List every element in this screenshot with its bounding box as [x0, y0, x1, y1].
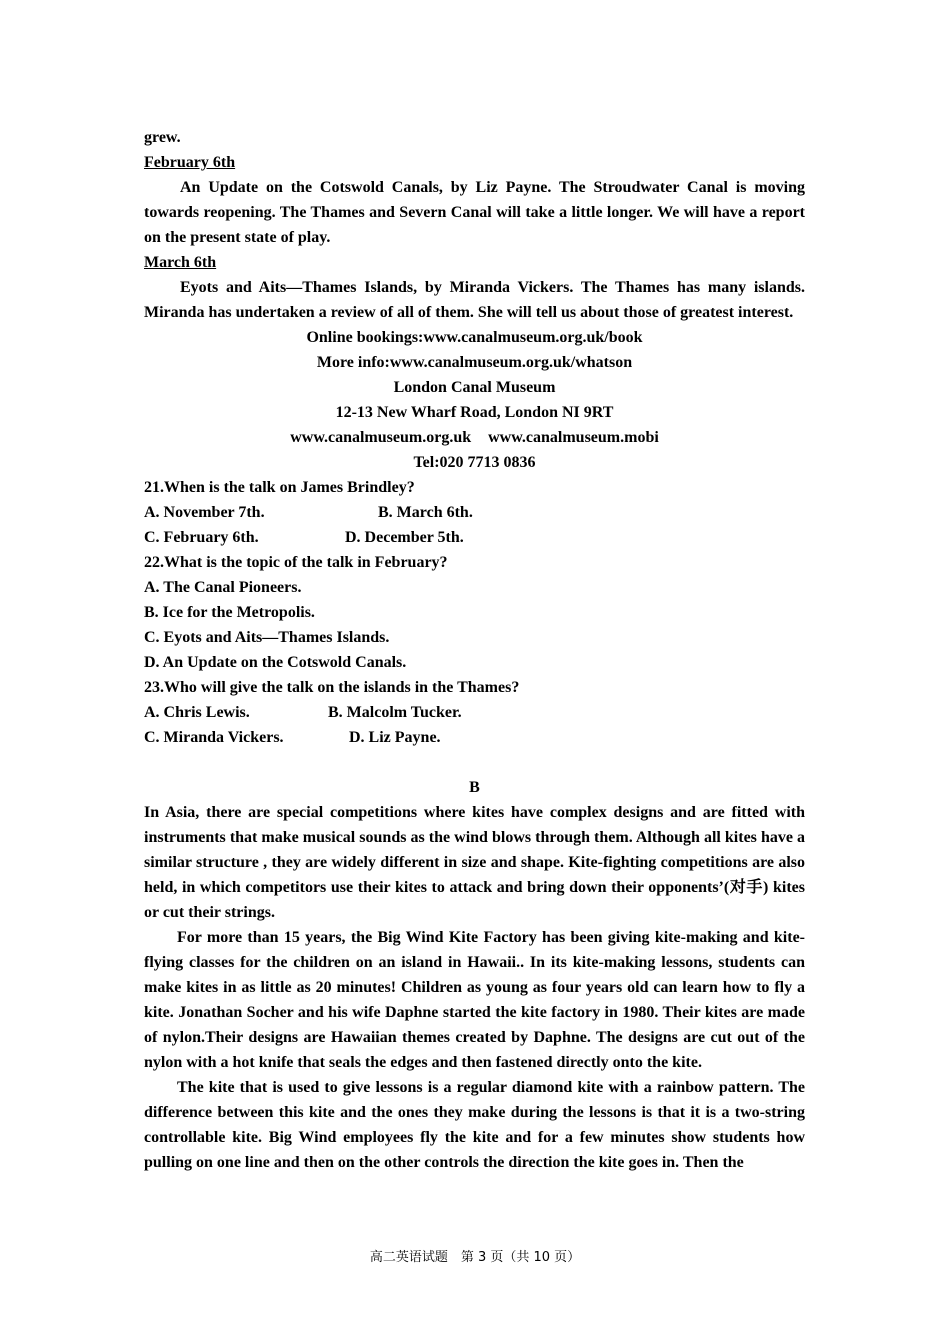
museum-address: 12-13 New Wharf Road, London NI 9RT [335, 404, 614, 421]
option-21a: A. November 7th. [144, 504, 265, 521]
question-21-options-ab [144, 500, 805, 525]
section-b-paragraph-3: The kite that is used to give lessons is a regular diamond kite with a rainbow pattern. The difference between this kite and the ones they make during the lessons is that it is a two-string controllable kite. Big Wind employees fly the kite and for a few minutes show students how pulling on one line and then on the other controls the direction the kite goes in. Then the [144, 1079, 805, 1171]
page-footer: 高二英语试题 第 3 页（共 10 页） [369, 1250, 581, 1265]
option-21c: C. February 6th. [144, 529, 259, 546]
option-22a: A. The Canal Pioneers. [144, 579, 302, 596]
february-heading: February 6th [144, 154, 236, 171]
more-info: More info:www.canalmuseum.org.uk/whatson [316, 354, 633, 371]
option-21d: D. December 5th. [345, 529, 464, 546]
question-23: 23.Who will give the talk on the islands in the Thames? [144, 679, 520, 696]
question-23-options-ab [144, 700, 805, 725]
continuation-text: grew. [144, 129, 181, 146]
museum-name: London Canal Museum [393, 379, 556, 396]
website-mobi: www.canalmuseum.mobi [488, 429, 659, 446]
website-org: www.canalmuseum.org.uk [290, 429, 472, 446]
section-b-heading: B [469, 779, 480, 796]
document-page [144, 125, 805, 1175]
march-heading: March 6th [144, 254, 217, 271]
question-21: 21.When is the talk on James Brindley? [144, 479, 415, 496]
spacer [144, 750, 805, 775]
section-b-paragraph-1: In Asia, there are special competitions where kites have complex designs and are fitted with instruments that make musical sounds as the wind blows through them. Although all kites have a similar structure , they are widely different in size and shape. Kite-fighting competitions are also held, in which competitors use their kites to attack and bring down their opponents’(对手) kites or cut their strings. [144, 804, 805, 921]
question-21-options-cd [144, 525, 805, 550]
online-bookings: Online bookings:www.canalmuseum.org.uk/book [306, 329, 643, 346]
question-22: 22.What is the topic of the talk in February? [144, 554, 448, 571]
option-23a: A. Chris Lewis. [144, 704, 250, 721]
option-23c: C. Miranda Vickers. [144, 729, 284, 746]
option-22c: C. Eyots and Aits—Thames Islands. [144, 629, 390, 646]
march-talk-paragraph: Eyots and Aits—Thames Islands, by Miranda Vickers. The Thames has many islands. Miranda has undertaken a review of all of them. She will tell us about those of greatest interest. [144, 279, 805, 321]
question-23-options-cd [144, 725, 805, 750]
option-23d: D. Liz Payne. [349, 729, 441, 746]
option-23b: B. Malcolm Tucker. [328, 704, 462, 721]
section-b-paragraph-2: For more than 15 years, the Big Wind Kite Factory has been giving kite-making and kite-flying classes for the children on an island in Hawaii.. In its kite-making lessons, students can make kites in as little as 20 minutes! Children as young as four years old can learn how to fly a kite. Jonathan Socher and his wife Daphne started the kite factory in 1980. Their kites are made of nylon.Their designs are Hawaiian themes created by Daphne. The designs are cut out of the nylon with a hot knife that seals the edges and then fastened directly onto the kite. [144, 929, 805, 1071]
option-21b: B. March 6th. [378, 504, 473, 521]
option-22d: D. An Update on the Cotswold Canals. [144, 654, 407, 671]
museum-telephone: Tel:020 7713 0836 [413, 454, 536, 471]
february-talk-paragraph: An Update on the Cotswold Canals, by Liz Payne. The Stroudwater Canal is moving towards reopening. The Thames and Severn Canal will take a little longer. We will have a report on the present state of play. [144, 179, 805, 246]
museum-websites [144, 425, 805, 450]
option-22b: B. Ice for the Metropolis. [144, 604, 315, 621]
